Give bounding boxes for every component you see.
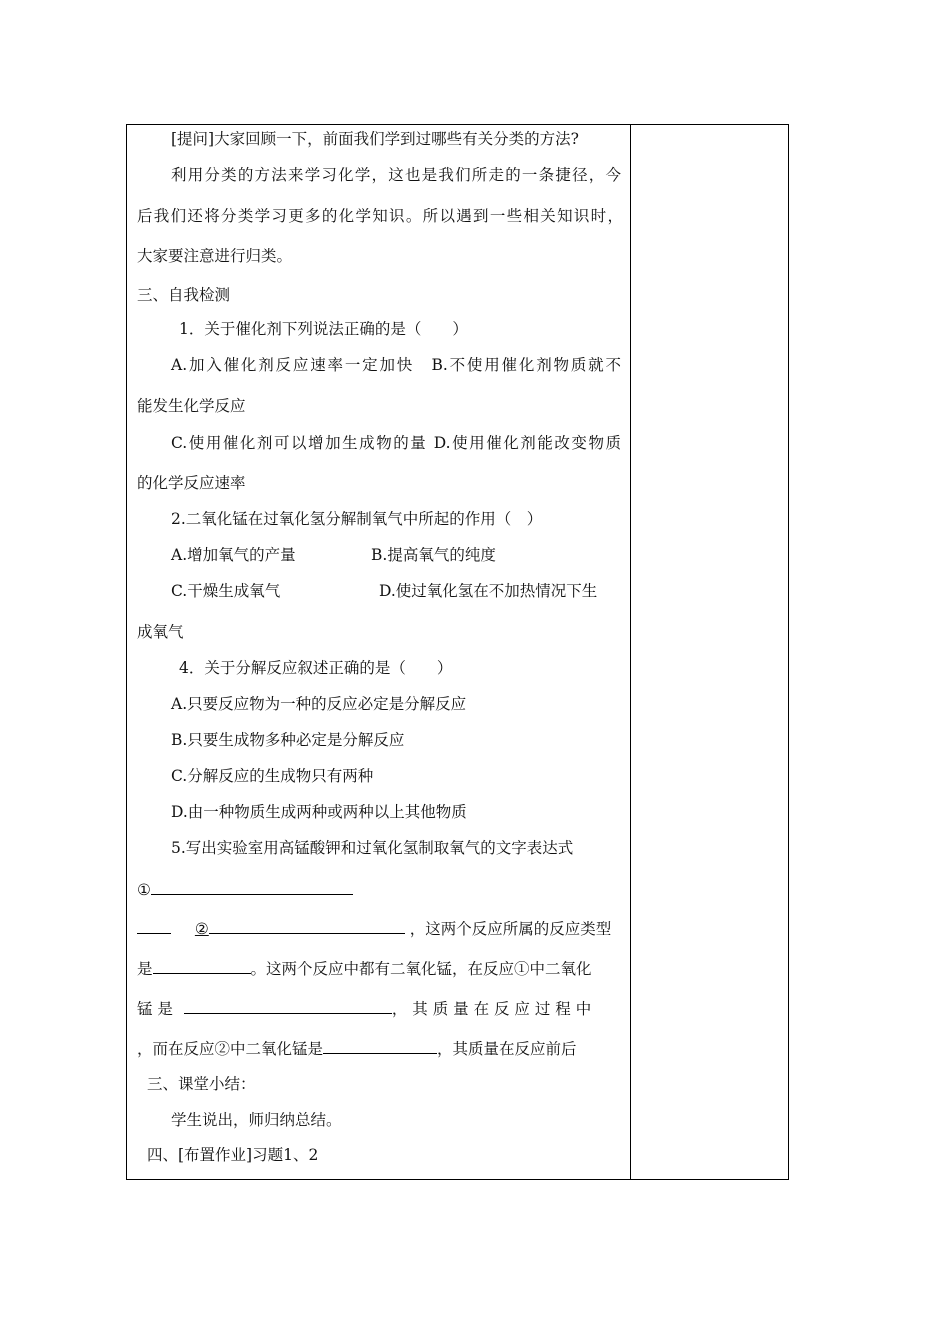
answer-line-5: [137, 1037, 577, 1059]
question-2: 2.二氧化锰在过氧化氢分解制氧气中所起的作用（ ）: [171, 510, 543, 528]
answer-blank[interactable]: [137, 917, 171, 934]
text-manganese-is: 锰 是: [137, 1000, 173, 1018]
section-heading-homework: 四、[布置作业]习题1、2: [147, 1146, 319, 1164]
manganese-text: 。这两个反应中都有二氧化锰，在反应①中二氧化: [250, 960, 592, 978]
section-heading-summary: 三、课堂小结：: [147, 1075, 256, 1093]
question-1: 1．关于催化剂下列说法正确的是（ ）: [179, 320, 468, 338]
summary-text: 学生说出，师归纳总结。: [171, 1111, 342, 1129]
question-1-options-ab: A.加入催化剂反应速率一定加快 B.不使用催化剂物质就不: [171, 356, 621, 374]
answer-line-1: [137, 878, 353, 900]
question-2-option-a: A.增加氧气的产量: [171, 546, 296, 564]
question-4-option-d: D.由一种物质生成两种或两种以上其他物质: [171, 803, 467, 821]
question-1-options-cd: C.使用催化剂可以增加生成物的量 D.使用催化剂能改变物质: [171, 434, 621, 452]
paragraph-line: 利用分类的方法来学习化学，这也是我们所走的一条捷径，今: [171, 166, 621, 184]
reaction-type-text: ，这两个反应所属的反应类型: [409, 920, 612, 938]
circled-one: ①: [137, 881, 151, 899]
answer-line-3: [137, 957, 592, 979]
question-2-option-d: D.使过氧化氢在不加热情况下生: [379, 582, 598, 600]
paragraph-line: 大家要注意进行归类。: [137, 247, 293, 265]
question-5: 5.写出实验室用高锰酸钾和过氧化氢制取氧气的文字表达式: [171, 839, 574, 857]
question-2-option-b: B.提高氧气的纯度: [371, 546, 496, 564]
question-1-options-ab-cont: 能发生化学反应: [137, 397, 246, 415]
lesson-table: [126, 124, 789, 1180]
answer-blank[interactable]: [153, 957, 251, 974]
lesson-content-cell: [135, 125, 623, 1179]
answer-blank[interactable]: [323, 1037, 437, 1054]
answer-blank[interactable]: [184, 997, 392, 1014]
answer-line-2: [137, 917, 611, 939]
section-heading-self-check: 三、自我检测: [137, 286, 231, 304]
question-1-options-cd-cont: 的化学反应速率: [137, 474, 246, 492]
mass-text: ， 其 质 量 在 反 应 过 程 中: [391, 1000, 592, 1018]
question-2-option-d-cont: 成氧气: [137, 623, 184, 641]
question-4-option-a: A.只要反应物为一种的反应必定是分解反应: [171, 695, 467, 713]
reaction-two-text: ，而在反应②中二氧化锰是: [137, 1040, 324, 1058]
question-4-option-c: C.分解反应的生成物只有两种: [171, 767, 374, 785]
question-4-option-b: B.只要生成物多种必定是分解反应: [171, 731, 405, 749]
answer-blank[interactable]: [209, 917, 405, 934]
column-divider: [630, 125, 631, 1179]
text-is: 是: [137, 960, 153, 978]
question-2-option-c: C.干燥生成氧气: [171, 582, 281, 600]
mass-before-after-text: ，其质量在反应前后: [437, 1040, 577, 1058]
paragraph-line: 后我们还将分类学习更多的化学知识。所以遇到一些相关知识时，: [137, 207, 623, 225]
answer-line-4: [137, 997, 591, 1019]
circled-two: ②: [194, 920, 209, 938]
question-prompt: [提问]大家回顾一下，前面我们学到过哪些有关分类的方法?: [171, 130, 579, 148]
question-4: 4．关于分解反应叙述正确的是（ ）: [179, 659, 453, 677]
answer-blank[interactable]: [151, 878, 353, 895]
